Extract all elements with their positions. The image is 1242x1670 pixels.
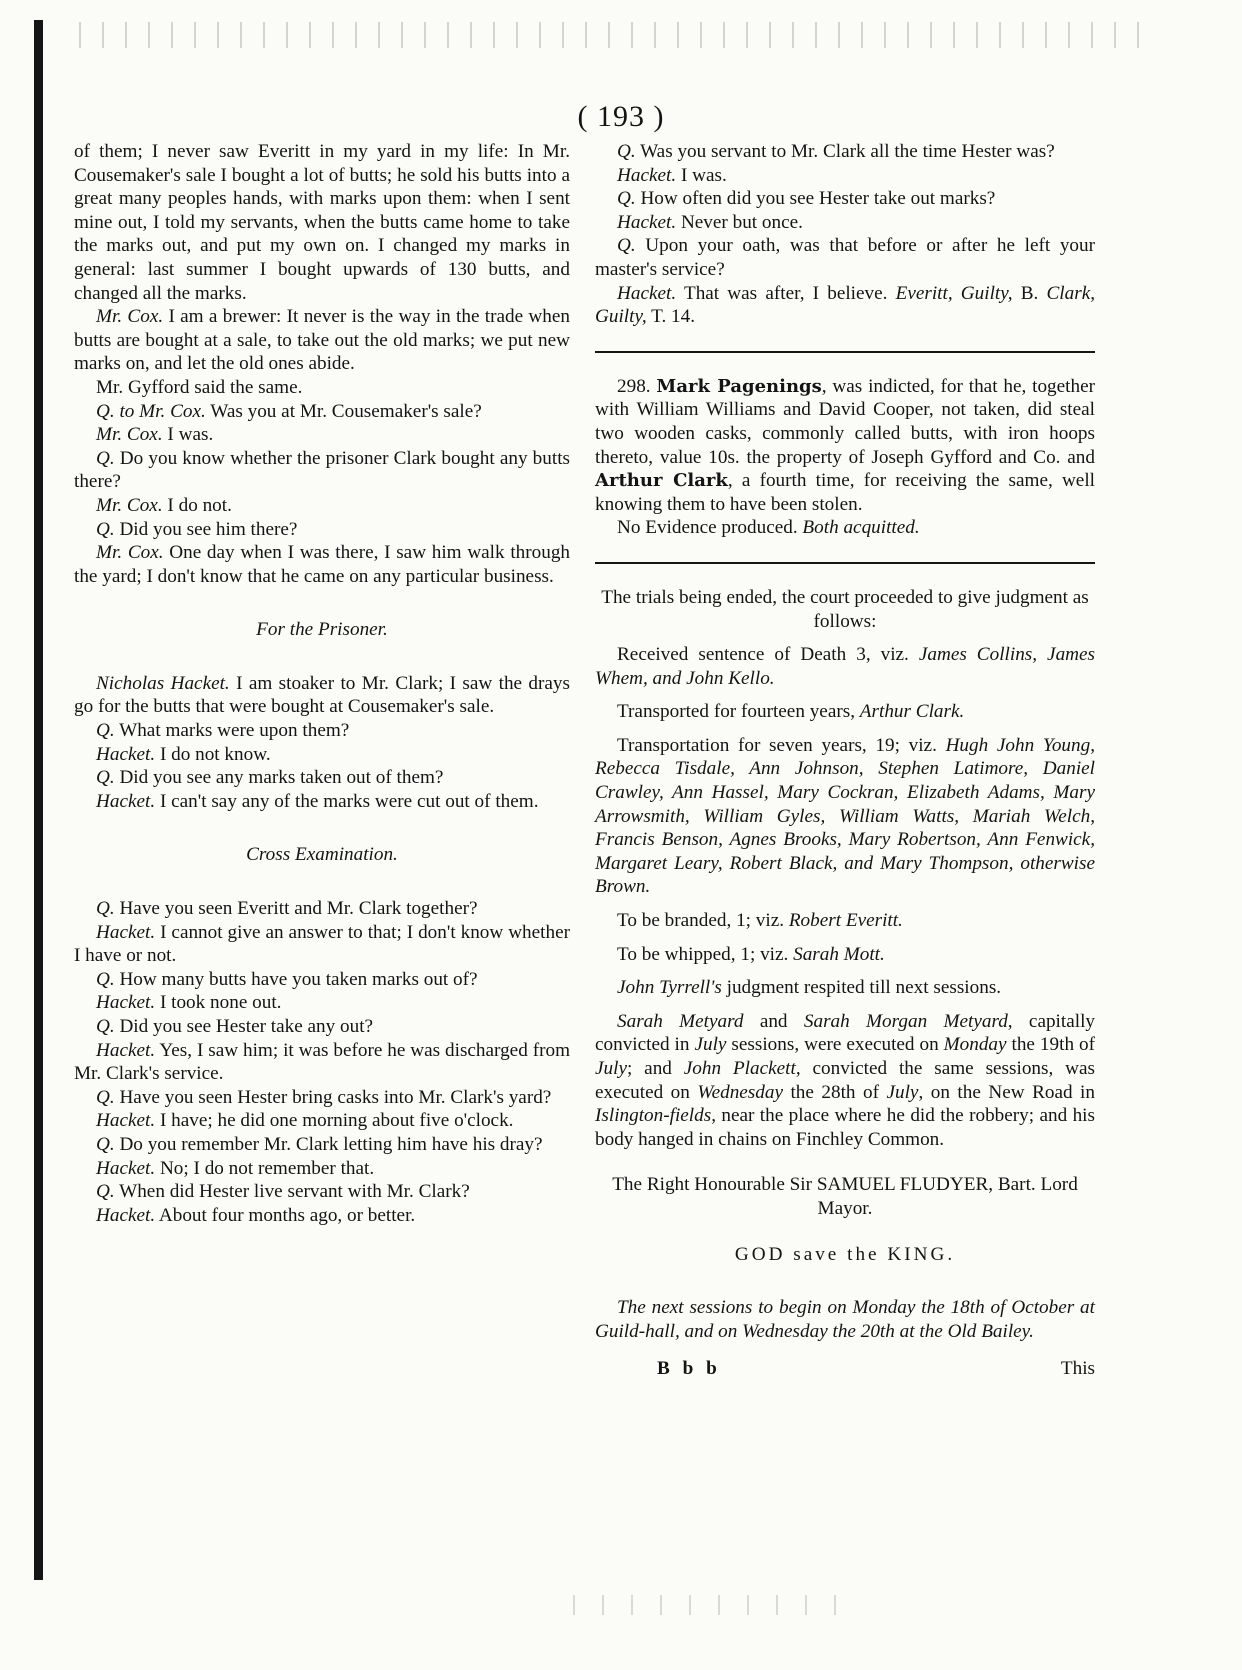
testimony: Hacket. I can't say any of the marks were cut out of them. xyxy=(96,790,539,812)
question-mark: Q. xyxy=(96,1086,115,1108)
speaker: Nicholas Hacket. xyxy=(96,672,230,694)
question-mark: Q. xyxy=(96,1016,115,1037)
god-save-the-king: GOD save the KING. xyxy=(734,1243,956,1265)
testimony: Hacket. That was after, I believe. Everitt, Guilty, B. Clark, Guilty, T. 14. xyxy=(595,282,1096,328)
verdict: Everitt, Guilty, xyxy=(895,282,1013,304)
question: Q. When did Hester live servant with Mr. Clark? xyxy=(96,1181,470,1203)
sentence-transport-14: Transported for fourteen years, Arthur Clark. xyxy=(617,701,965,723)
question-mark: Q. xyxy=(96,447,115,469)
testimony: Mr. Cox. I am a brewer: It never is the way in the trade when butts are bought at a sale, to take out the old marks; we put new marks on, and let the old ones abide. xyxy=(74,306,570,375)
punishment-code: B. xyxy=(1020,282,1039,304)
sentence-transport-7: Transportation for seven years, 19; viz. Hugh John Young, Rebecca Tisdale, Ann Johnson, Stephen Latimore, Daniel Crawley, Ann Hassel, Mary Cockran, Elizabeth Adams, Mary Arrowsmith, William Gyles, William Watts, Mariah Welch, Francis Benson, Agnes Brooks, Mary Robertson, Ann Fenwick, Margaret Leary, Robert Black, and Mary Thompson, otherwise Brown. xyxy=(595,734,1095,898)
punishment-code: T. 14. xyxy=(646,306,696,328)
section-heading: Cross Examination. xyxy=(246,844,398,866)
question-mark: Q. xyxy=(96,767,115,789)
signature-mark: B b b xyxy=(657,1358,721,1380)
speaker: Hacket. xyxy=(617,211,677,233)
speaker: Mr. Cox. xyxy=(96,424,163,446)
paragraph: of them; I never saw Everitt in my yard in my life: In Mr. Cousemaker's sale I bought a lot of butts; he sold his butts into a great many peoples hands, with marks upon them: when I sent mine out, I told my servants, when the butts came home to take the marks out, and put my own on. I changed my marks in general: last summer I bought upwards of 130 butts, and changed all the marks. xyxy=(74,141,570,304)
case-outcome: No Evidence produced. Both acquitted. xyxy=(617,517,920,539)
next-sessions-note: The next sessions to begin on Monday the 18th of October at Guild-hall, and on Wednesday the 20th at the Old Bailey. xyxy=(595,1297,1095,1342)
testimony: Hacket. I cannot give an answer to that; I don't know whether I have or not. xyxy=(74,921,570,967)
paragraph: Mr. Gyfford said the same. xyxy=(96,376,303,398)
speaker: Hacket. xyxy=(96,790,156,812)
page-footer xyxy=(595,1353,1095,1383)
speaker: Mr. Cox. xyxy=(96,542,164,564)
question-mark: Q. xyxy=(617,141,636,162)
question: Q. to Mr. Cox. Was you at Mr. Cousemaker's sale? xyxy=(96,400,482,422)
testimony: Hacket. I have; he did one morning about five o'clock. xyxy=(96,1110,514,1132)
testimony: Hacket. I was. xyxy=(617,164,727,186)
catchword: This xyxy=(1060,1358,1095,1380)
sentence-whipped: To be whipped, 1; viz. Sarah Mott. xyxy=(617,943,885,965)
question-mark: Q. xyxy=(617,235,636,257)
page-number: ( 193 ) xyxy=(577,100,665,133)
question: Q. Do you know whether the prisoner Clark bought any butts there? xyxy=(74,447,570,493)
question: Q. Was you servant to Mr. Clark all the time Hester was? xyxy=(617,141,1055,162)
question: Q. Have you seen Everitt and Mr. Clark together? xyxy=(96,898,478,920)
testimony: Hacket. About four months ago, or better. xyxy=(96,1204,416,1226)
question-mark: Q. xyxy=(96,720,115,742)
testimony: Hacket. I took none out. xyxy=(96,992,282,1014)
testimony: Hacket. Never but once. xyxy=(617,211,803,233)
speaker: Hacket. xyxy=(96,743,156,765)
speaker: Hacket. xyxy=(617,164,677,186)
judgment-respited: John Tyrrell's judgment respited till next sessions. xyxy=(617,977,1002,999)
verdict: Both acquitted. xyxy=(802,517,920,539)
question: Q. How often did you see Hester take out marks? xyxy=(617,188,996,210)
executions-note: Sarah Metyard and Sarah Morgan Metyard, capitally convicted in July sessions, were executed on Monday the 19th of July; and John Plackett, convicted the same sessions, was executed on Wednesday the 28th of July, on the New Road in Islington-fields, near the place where he did the robbery; and his body hanged in chains on Finchley Common. xyxy=(595,1010,1095,1150)
testimony: Hacket. No; I do not remember that. xyxy=(96,1157,375,1179)
defendant-name: Arthur Clark xyxy=(595,470,728,492)
testimony: Hacket. I do not know. xyxy=(96,743,271,765)
question: Q. Upon your oath, was that before or after he left your master's service? xyxy=(595,235,1095,280)
lord-mayor: The Right Honourable Sir SAMUEL FLUDYER, Bart. Lord Mayor. xyxy=(612,1174,1078,1219)
question-mark: Q. xyxy=(617,188,636,210)
testimony: Hacket. Yes, I saw him; it was before he was discharged from Mr. Clark's service. xyxy=(74,1039,570,1085)
scan-edge-bar xyxy=(34,20,43,1580)
question: Q. How many butts have you taken marks out of? xyxy=(96,968,478,990)
question-mark: Q. xyxy=(96,518,115,540)
speaker: Hacket. xyxy=(96,1039,156,1061)
defendant-name: Mark Pagenings xyxy=(656,375,822,397)
right-column xyxy=(595,140,1095,1383)
speaker: Hacket. xyxy=(96,992,156,1014)
sentence-death: Received sentence of Death 3, viz. James Collins, James Whem, and John Kello. xyxy=(595,644,1095,689)
speaker: Mr. Cox. xyxy=(96,494,163,516)
verdict: Clark, Guilty, xyxy=(595,282,1096,328)
question: Q. What marks were upon them? xyxy=(96,720,350,742)
testimony: Mr. Cox. One day when I was there, I saw him walk through the yard; I don't know that he came on any particular business. xyxy=(74,542,571,587)
question-mark: Q. to Mr. Cox. xyxy=(96,400,206,422)
speaker: Hacket. xyxy=(617,282,677,304)
question-mark: Q. xyxy=(96,968,115,990)
question-mark: Q. xyxy=(96,1181,115,1203)
testimony: Mr. Cox. I do not. xyxy=(96,494,232,516)
question-mark: Q. xyxy=(96,898,115,920)
question-mark: Q. xyxy=(96,1133,115,1155)
speaker: Hacket. xyxy=(96,1157,156,1179)
question: Q. Do you remember Mr. Clark letting him have his dray? xyxy=(96,1133,543,1155)
testimony: Nicholas Hacket. I am stoaker to Mr. Clark; I saw the drays go for the butts that were bought at Cousemaker's sale. xyxy=(74,672,570,718)
judgment-intro: The trials being ended, the court proceeded to give judgment as follows: xyxy=(601,586,1089,632)
speaker: Mr. Cox. xyxy=(96,306,164,328)
speaker: Hacket. xyxy=(96,1110,156,1132)
scan-noise-bottom xyxy=(560,1595,860,1615)
scan-noise-top xyxy=(70,22,1150,48)
question: Q. Did you see him there? xyxy=(96,518,298,540)
left-column xyxy=(74,140,570,1227)
speaker: Hacket. xyxy=(96,1204,156,1226)
question: Q. Did you see any marks taken out of them? xyxy=(96,767,444,789)
speaker: Hacket. xyxy=(96,921,156,943)
testimony: Mr. Cox. I was. xyxy=(96,424,214,446)
question: Q. Have you seen Hester bring casks into Mr. Clark's yard? xyxy=(96,1086,552,1108)
question: Q. Did you see Hester take any out? xyxy=(96,1016,374,1037)
sentence-branded: To be branded, 1; viz. Robert Everitt. xyxy=(617,910,903,932)
section-heading: For the Prisoner. xyxy=(256,619,388,641)
case-entry: 298. Mark Pagenings, was indicted, for that he, together with William Williams and David Cooper, not taken, did steal two wooden casks, commonly called butts, with iron hoops thereto, value 10s. the property of Joseph Gyfford and Co. and Arthur Clark, a fourth time, for receiving the same, well knowing them to have been stolen. xyxy=(595,375,1095,515)
